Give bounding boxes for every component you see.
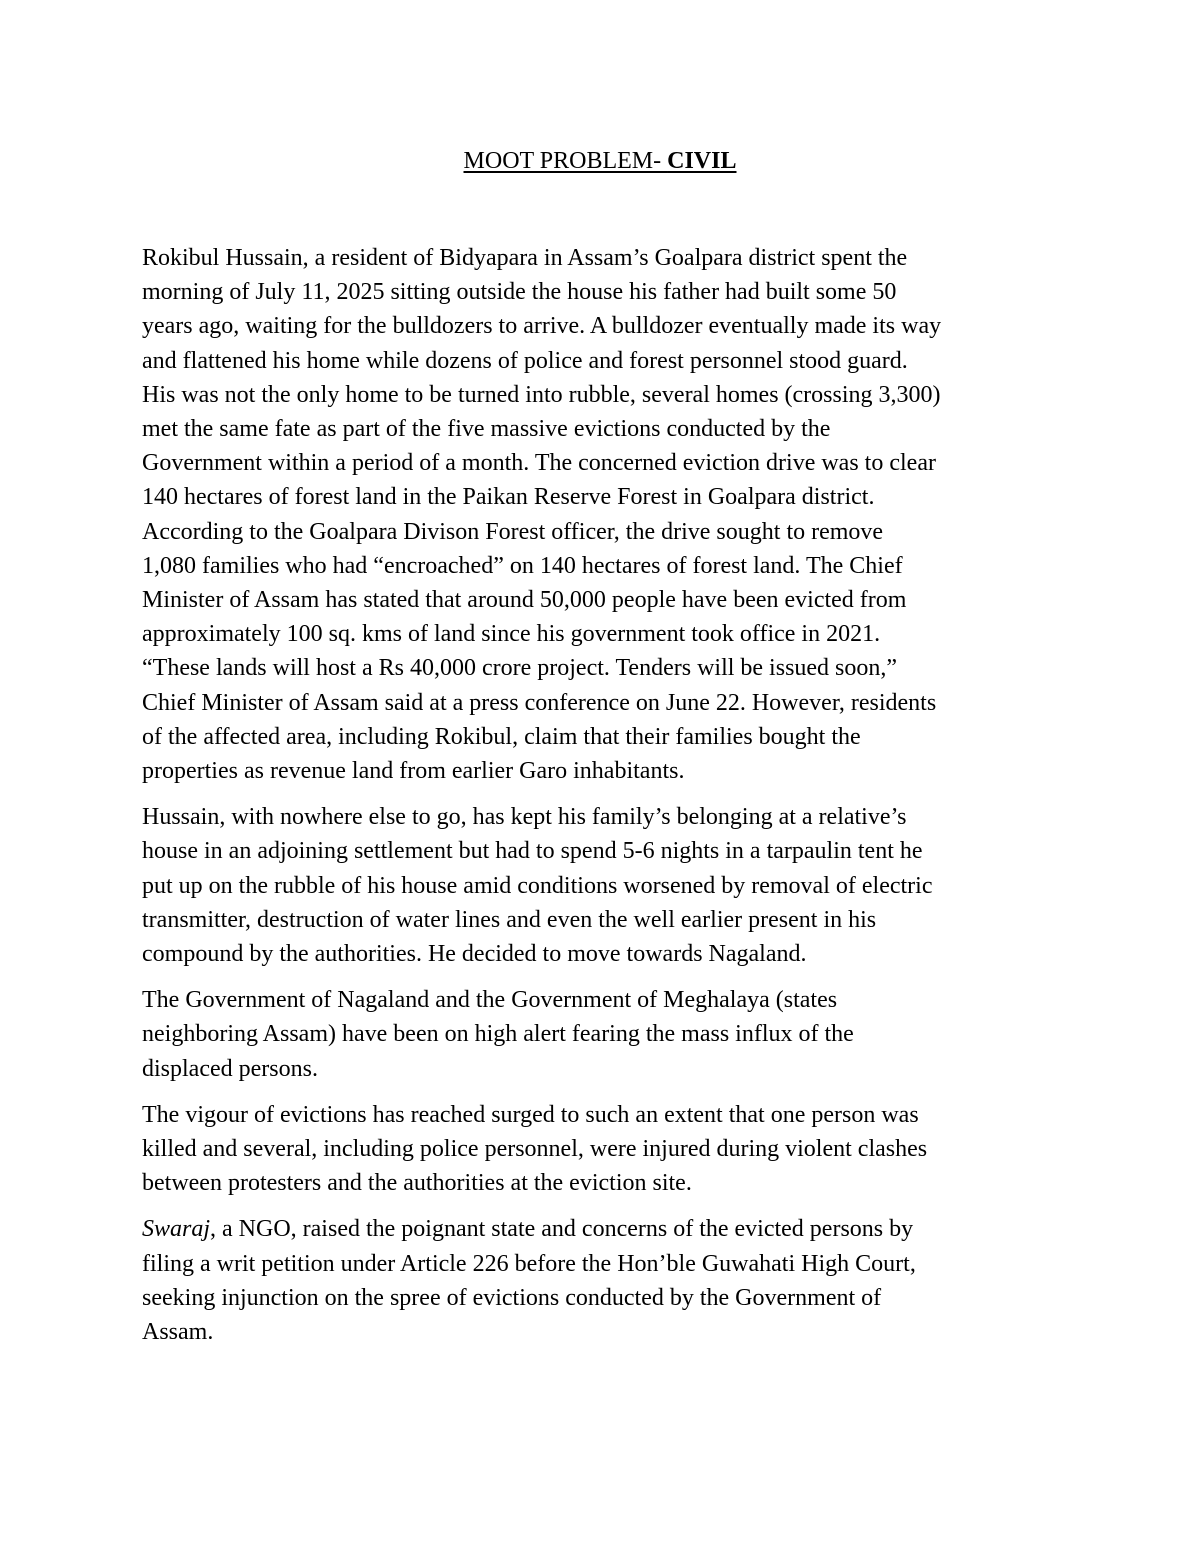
title-emphasis: CIVIL (667, 148, 737, 174)
text-line: displaced persons. (142, 1055, 318, 1082)
text-line: His was not the only home to be turned into rubble, several homes (crossing 3,300) (142, 381, 941, 408)
text-line: Minister of Assam has stated that around 50,000 people have been evicted from (142, 587, 907, 614)
paragraph-eviction-account (142, 241, 1072, 788)
text-line: house in an adjoining settlement but had to spend 5-6 nights in a tarpaulin tent he (142, 838, 923, 865)
text-line (142, 1212, 1072, 1246)
paragraph-neighboring-states (142, 983, 1072, 1086)
text-line: approximately 100 sq. kms of land since his government took office in 2021. (142, 621, 881, 648)
text-line: compound by the authorities. He decided to move towards Nagaland. (142, 941, 807, 968)
ngo-name: Swaraj (142, 1216, 211, 1243)
page-title (0, 146, 1200, 176)
text-line: According to the Goalpara Divison Forest officer, the drive sought to remove (142, 518, 884, 545)
text-line: killed and several, including police personnel, were injured during violent clashes (142, 1136, 928, 1163)
text-line: The vigour of evictions has reached surged to such an extent that one person was (142, 1101, 919, 1128)
text-line: properties as revenue land from earlier Garo inhabitants. (142, 758, 685, 785)
document-body (142, 241, 1072, 1361)
text-line: Hussain, with nowhere else to go, has kept his family’s belonging at a relative’s (142, 804, 907, 831)
paragraph-violent-clashes (142, 1098, 1072, 1201)
text-line: of the affected area, including Rokibul, claim that their families bought the (142, 723, 861, 750)
title-prefix: MOOT PROBLEM- (463, 148, 668, 174)
text-line: Government within a period of a month. The concerned eviction drive was to clear (142, 450, 936, 477)
text-line: filing a writ petition under Article 226 before the Hon’ble Guwahati High Court, (142, 1250, 916, 1277)
text-line-rest: , a NGO, raised the poignant state and concerns of the evicted persons by (210, 1216, 914, 1243)
text-line: 1,080 families who had “encroached” on 140 hectares of forest land. The Chief (142, 552, 903, 579)
text-line: “These lands will host a Rs 40,000 crore project. Tenders will be issued soon,” (142, 655, 898, 682)
text-line: The Government of Nagaland and the Government of Meghalaya (states (142, 987, 838, 1014)
text-line: Assam. (142, 1319, 214, 1346)
text-line: transmitter, destruction of water lines and even the well earlier present in his (142, 906, 877, 933)
text-line: seeking injunction on the spree of evictions conducted by the Government of (142, 1284, 882, 1311)
paragraph-hussain-displacement (142, 800, 1072, 971)
text-line: Rokibul Hussain, a resident of Bidyapara in Assam’s Goalpara district spent the (142, 245, 908, 271)
text-line: morning of July 11, 2025 sitting outside the house his father had built some 50 (142, 279, 897, 306)
text-line: 140 hectares of forest land in the Paikan Reserve Forest in Goalpara district. (142, 484, 875, 511)
text-line: years ago, waiting for the bulldozers to arrive. A bulldozer eventually made its way (142, 313, 942, 340)
text-line: Chief Minister of Assam said at a press conference on June 22. However, residents (142, 689, 937, 716)
text-line: neighboring Assam) have been on high alert fearing the mass influx of the (142, 1021, 854, 1048)
text-line: and flattened his home while dozens of police and forest personnel stood guard. (142, 347, 908, 374)
text-line: met the same fate as part of the five massive evictions conducted by the (142, 416, 831, 443)
title-underline (464, 148, 737, 174)
text-line: between protesters and the authorities at the eviction site. (142, 1170, 692, 1197)
text-line: put up on the rubble of his house amid conditions worsened by removal of electric (142, 872, 933, 899)
paragraph-writ-petition (142, 1212, 1072, 1349)
